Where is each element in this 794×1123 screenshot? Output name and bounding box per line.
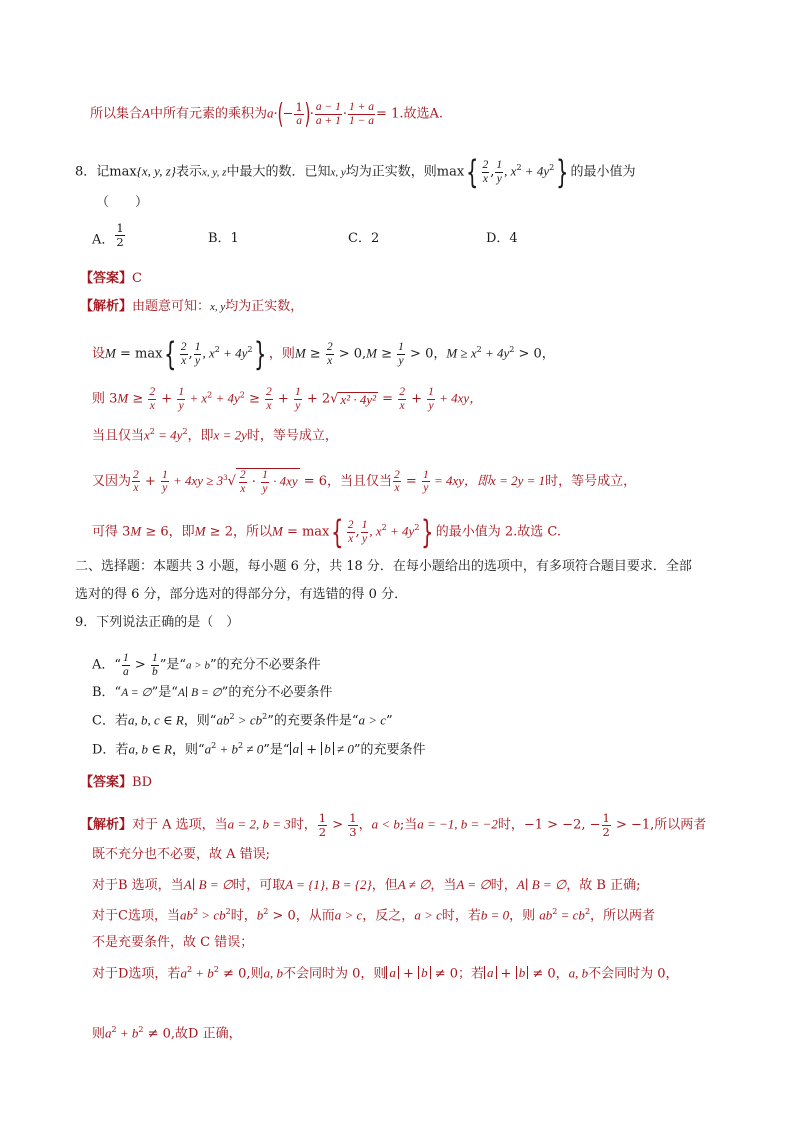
fraction: $\frac{1}{a}$ [295, 99, 303, 127]
text: 8．记 [75, 164, 110, 180]
op: − [282, 106, 294, 122]
text: 表示 [175, 164, 202, 180]
var: {x, y, z} [136, 163, 176, 179]
text: = 1.故选A. [376, 106, 443, 122]
q9-option-d: D．若a, b ∈ R，则“$a^2 + b^2 \ne 0$”是“ a + b ≠ 0”的充要条件 [92, 741, 426, 758]
var: x, y, z [202, 166, 227, 179]
var: , x [504, 163, 517, 179]
q8-step4: 又因为 $\frac{2}{x}$ + $\frac{1}{y}$ + $4xy \ge 3^3√$ $\frac{2}{x}$ · $\frac{1}{y}$ · 4xy = 6，当且仅当 $\frac{2}{x}$ = $\frac{1}{y}$ = 4xy，即x = 2y = 1时，等号成立， [92, 468, 637, 495]
var: x, y [330, 166, 346, 179]
q9-analysis-4: 对于C选项，当$ab^2 > cb^2$时，$b^2 > 0$，从而a > c，反之，a > c时，若b = 0，则 $ab^2 = cb^2$，所以两者 [92, 907, 656, 924]
prev-conclusion [90, 97, 443, 130]
op: · [273, 106, 278, 122]
op: , [490, 164, 495, 180]
q8-step2: 则 3M ≥ $\frac{2}{x}$ + $\frac{1}{y}$ + $x^2 + 4y^2$ ≥ $\frac{2}{x}$ + $\frac{1}{y}$ + 2√ x² · 4y² = $\frac{2}{x}$ + $\frac{1}{y}$ + 4xy， [92, 386, 483, 412]
text: 由题意可知： [132, 299, 211, 314]
text: max [109, 164, 137, 180]
section2-line1: 二、选择题：本题共 3 小题，每小题 6 分，共 18 分．在每小题给出的选项中，有多项符合题目要求．全部 [75, 559, 692, 574]
answer-label: 【答案】 [80, 775, 133, 790]
op: · [309, 106, 314, 122]
q9-analysis-1: 【解析】对于 A 选项，当a = 2, b = 3时， $\frac{1}{2}$ > $\frac{1}{3}$ ，a < b;当a = −1, b = −2时，−1 > −2, − $\frac{1}{2}$ > −1,所以两者 [80, 811, 707, 839]
var: + 4y [521, 163, 550, 179]
var: x, y [210, 301, 226, 313]
answer-value: C [132, 271, 142, 286]
option-d: D．4 [486, 231, 518, 246]
q8-stem [75, 153, 636, 191]
q9-analysis-6: 对于D选项，若$a^2 + b^2 \ne 0$,则a, b不会同时为 0，则 a + b ≠ 0；若 a + b ≠ 0，a, b不会同时为 0， [92, 965, 679, 982]
q8-step5: 可得 3M ≥ 6，即M ≥ 2，所以M = max{ $\frac{2}{x}$ , $\frac{1}{y}$ , $x^2 + 4y^2$} 的最小值为 2.故选 C. [92, 513, 562, 551]
fraction: $\frac{1}{y}$ [496, 158, 503, 185]
q9-option-b: B．“A = ∅”是“A∣ B = ∅”的充分不必要条件 [92, 685, 333, 700]
q8-step3: 当且仅当$x^2 = 4y^2$，即x = 2y时，等号成立， [92, 427, 338, 444]
q9-answer [80, 776, 152, 789]
brace: { [466, 153, 479, 191]
q8-analysis [80, 300, 303, 313]
q9-analysis-7: 则$a^2 + b^2 \ne 0$,故D 正确， [92, 1025, 242, 1042]
text: 均为正实数，则 [345, 164, 437, 180]
fraction: $\frac{a - 1}{a + 1}$ [315, 100, 341, 127]
text: 所以集合 [90, 106, 143, 122]
text: max [436, 164, 465, 180]
q9-analysis-5: 不是充要条件，故 C 错误； [92, 935, 254, 950]
exp: 2 [516, 163, 522, 173]
exp: 2 [549, 163, 555, 173]
q9-analysis-3: 对于B 选项，当A∣ B = ∅时，可取A = {1}, B = {2}，但A ≠ ∅，当A = ∅时，A∣ B = ∅，故 B 正确; [92, 877, 641, 893]
fraction: $\frac{2}{x}$ [482, 158, 489, 185]
option-c: C．2 [348, 231, 380, 246]
q9-option-c: C．若a, b, c ∈ R，则“$ab^2 > cb^2$”的充要条件是“a > c” [92, 712, 393, 729]
q8-answer [80, 272, 142, 285]
text: 的最小值为 [570, 164, 636, 180]
op: · [342, 106, 348, 122]
fraction: $\frac{1 + a}{1 - a}$ [349, 100, 375, 127]
q8-paren: （ ） [96, 195, 149, 210]
paren: ) [304, 97, 311, 130]
option-a: A． $\frac{1}{2}$ [92, 221, 124, 249]
q8-step1: 设M = max{ $\frac{2}{x}$ , $\frac{1}{y}$ , $x^2 + 4y^2$} ，则M ≥ $\frac{2}{x}$ > 0,M ≥ $\frac{1}{y}$ > 0，$M \ge x^2 + 4y^2 > 0$， [92, 335, 555, 373]
q9-option-a: A．“ $\frac{1}{a}$ > $\frac{1}{b}$ ”是“a > b”的充分不必要条件 [92, 652, 321, 678]
var: a [266, 105, 274, 121]
text: 均为正实数， [225, 299, 304, 314]
section2-line2: 选对的得 6 分，部分选对的得部分分，有选错的得 0 分． [75, 587, 408, 602]
q9-analysis-2: 既不充分也不必要，故 A 错误; [92, 847, 271, 862]
answer-label: 【答案】 [80, 271, 133, 286]
option-b: B．1 [208, 231, 239, 246]
brace: } [556, 153, 569, 191]
text: 中所有元素的乘积为 [149, 106, 267, 122]
answer-value: BD [132, 775, 152, 790]
var: A [142, 105, 150, 121]
analysis-label: 【解析】 [80, 299, 133, 314]
paren: ( [277, 97, 284, 130]
text: 中最大的数．已知 [226, 164, 331, 180]
q9-title: 9．下列说法正确的是（ ） [75, 615, 240, 630]
